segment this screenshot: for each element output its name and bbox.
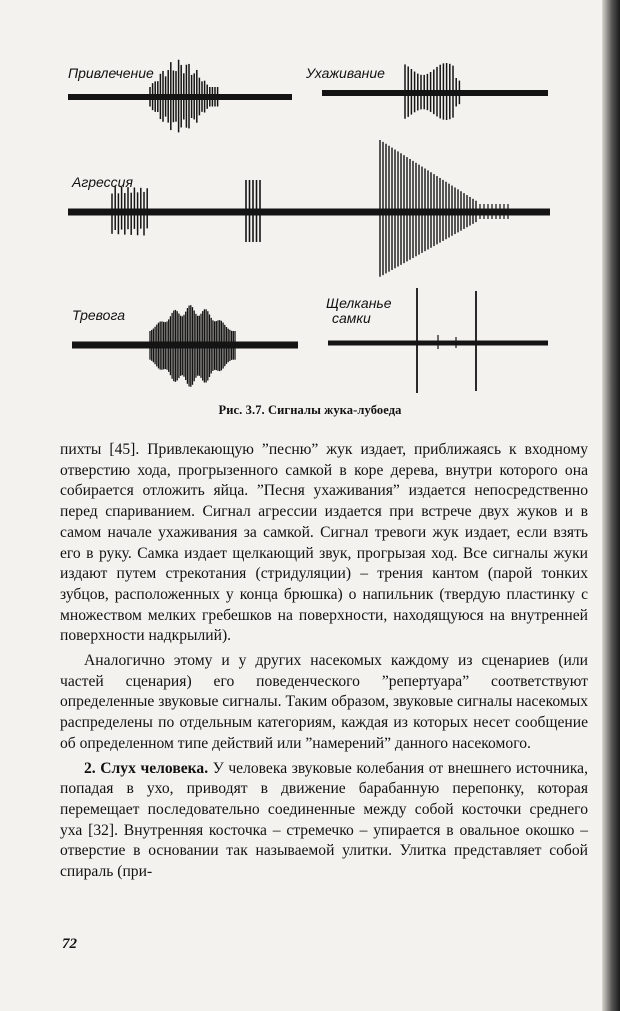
label-courtship: Ухаживание: [306, 65, 385, 81]
paragraph-3: [60, 759, 588, 883]
page-edge-shadow: [602, 0, 620, 1011]
section-heading: 2. Слух человека.: [84, 759, 209, 777]
paragraph-3-text: У человека звуковые колебания от внешнего источника, попадая в ухо, приводят в движение барабанную перепонку, которая перемещает последовательно соединенные между собой косточки среднего уха [32]. Внутренняя косточка – стремечко – упирается в овальное окошко – отверстие в основании так называемой улитки. Улитка представляет собой спираль (при-: [60, 759, 589, 881]
figure-caption: Рис. 3.7. Сигналы жука-лубоеда: [218, 403, 402, 417]
attraction-baseline: [68, 94, 292, 100]
label-alarm: Тревога: [72, 307, 125, 323]
label-aggression: Агрессия: [72, 174, 133, 190]
oscillogram-panel: [0, 0, 600, 400]
figure-beetle-signals: [0, 0, 600, 430]
body-text: [60, 440, 588, 883]
label-female-clicking-2: самки: [332, 310, 371, 326]
label-attraction: Привлечение: [68, 65, 154, 81]
paragraph-1: пихты [45]. Привлекающую ”песню” жук издает, приближаясь к входному отверстию хода, прогрызенного самкой в коре дерева, внутри которого она собирается отложить яйца. ”Песня ухаживания” издается непосредственно перед спариванием. Сигнал агрессии издается при встрече двух жуков и в самом начале ухаживания за самкой. Сигнал тревоги жук издает, если взять его в руку. Самка издает щелкающий звук, прогрызая ход. Все сигналы жуки издают путем стрекотания (стридуляции) – трения кантом (парой тонких зубцов, расположенных у конца брюшка) о напильник (твердую пластинку с множеством мелких гребешков на поверхности, находящуюся на внутренней поверхности надкрылий).: [60, 441, 588, 645]
alarm-baseline: [72, 342, 298, 349]
page-number: 72: [62, 936, 77, 952]
courtship-baseline: [322, 90, 548, 96]
label-female-clicking-1: Щелканье: [326, 295, 392, 311]
paragraph-2: Аналогично этому и у других насекомых каждому из сценариев (или частей сценария) его поведенческого ”репертуара” соответствуют определенные звуковые сигналы. Таким образом, звуковые сигналы насекомых распределены по отдельным категориям, каждая из которых несет сообщение об определенном типе действий или ”намерений” данного насекомого.: [60, 652, 588, 752]
